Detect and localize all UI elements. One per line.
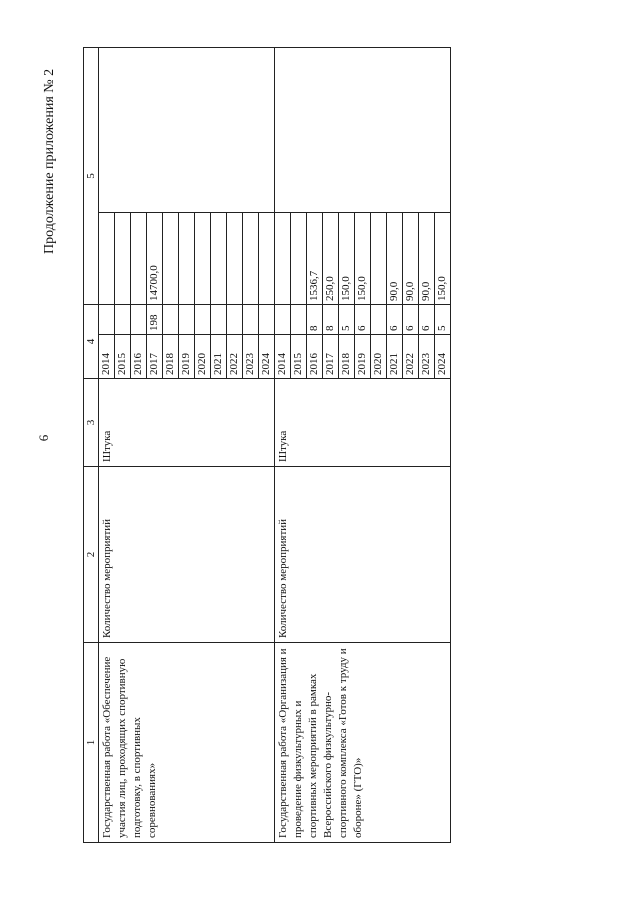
header-col-2: 2	[84, 467, 99, 643]
count: 198	[147, 305, 163, 334]
count	[275, 305, 291, 334]
year: 2021	[387, 335, 403, 378]
count	[259, 305, 274, 334]
year: 2014	[275, 335, 291, 378]
year: 2021	[211, 335, 227, 378]
header-row	[84, 48, 99, 843]
table-row	[275, 48, 451, 843]
year: 2014	[99, 335, 115, 378]
year: 2020	[195, 335, 211, 378]
counts-cell	[275, 305, 451, 335]
work-name-cell: Государственная работа «Обеспечение участия лиц, проходящих спортивную подготовку, в спортивных соревнованиях»	[99, 643, 275, 843]
year: 2020	[371, 335, 387, 378]
amount	[243, 213, 259, 304]
amount	[211, 213, 227, 304]
count	[371, 305, 387, 334]
count	[179, 305, 195, 334]
unit-cell: Штука	[99, 379, 275, 467]
amounts-cell	[99, 213, 275, 305]
amount: 14700,0	[147, 213, 163, 304]
count: 5	[339, 305, 355, 334]
header-col-1: 1	[84, 643, 99, 843]
count	[195, 305, 211, 334]
count	[211, 305, 227, 334]
amount	[179, 213, 195, 304]
year: 2019	[179, 335, 195, 378]
empty-cell	[275, 48, 451, 213]
amount	[227, 213, 243, 304]
amounts-cell	[275, 213, 451, 305]
amount	[371, 213, 387, 304]
year: 2016	[307, 335, 323, 378]
year: 2017	[323, 335, 339, 378]
amount	[195, 213, 211, 304]
year: 2016	[131, 335, 147, 378]
amount: 250,0	[323, 213, 339, 304]
indicator-cell: Количество мероприятий	[99, 467, 275, 643]
page-number: 6	[36, 434, 51, 442]
count	[131, 305, 147, 334]
years-cell	[99, 335, 275, 379]
years-cell	[275, 335, 451, 379]
amount	[115, 213, 131, 304]
year: 2024	[436, 353, 448, 375]
amount: 150,0	[339, 213, 355, 304]
count: 6	[387, 305, 403, 334]
year: 2022	[403, 335, 419, 378]
year: 2023	[419, 335, 435, 378]
amount	[163, 213, 179, 304]
indicator-cell: Количество мероприятий	[275, 467, 451, 643]
year: 2018	[163, 335, 179, 378]
amount: 90,0	[387, 213, 403, 304]
year: 2024	[260, 353, 272, 375]
count	[243, 305, 259, 334]
year: 2023	[243, 335, 259, 378]
work-name-cell: Государственная работа «Организация и проведение физкультурных и спортивных мероприятий в рамках Всероссийского физкультурно-спортивного комплекса «Готов к труду и обороне» (ГТО)»	[275, 643, 451, 843]
amount	[291, 213, 307, 304]
unit-cell: Штука	[275, 379, 451, 467]
counts-cell	[99, 305, 275, 335]
table-row	[99, 48, 275, 843]
continuation-title: Продолжение приложения № 2	[42, 68, 57, 254]
appendix-table-sheet	[83, 48, 609, 843]
amount	[259, 213, 274, 304]
header-col-5: 5	[84, 48, 99, 305]
year: 2018	[339, 335, 355, 378]
count: 5	[436, 325, 448, 331]
count	[291, 305, 307, 334]
count	[115, 305, 131, 334]
year: 2015	[291, 335, 307, 378]
count: 8	[307, 305, 323, 334]
amount: 150,0	[436, 276, 448, 301]
amount	[99, 213, 115, 304]
amount: 1536,7	[307, 213, 323, 304]
amount	[275, 213, 291, 304]
amount	[131, 213, 147, 304]
year: 2015	[115, 335, 131, 378]
count: 6	[419, 305, 435, 334]
amount: 150,0	[355, 213, 371, 304]
count: 6	[403, 305, 419, 334]
count	[163, 305, 179, 334]
amount: 90,0	[419, 213, 435, 304]
count: 8	[323, 305, 339, 334]
header-col-3: 3	[84, 379, 99, 467]
count: 6	[355, 305, 371, 334]
year: 2017	[147, 335, 163, 378]
amount: 90,0	[403, 213, 419, 304]
appendix-table	[83, 47, 451, 843]
year: 2019	[355, 335, 371, 378]
header-col-4: 4	[84, 305, 99, 379]
count	[227, 305, 243, 334]
count	[99, 305, 115, 334]
empty-cell	[99, 48, 275, 213]
year: 2022	[227, 335, 243, 378]
